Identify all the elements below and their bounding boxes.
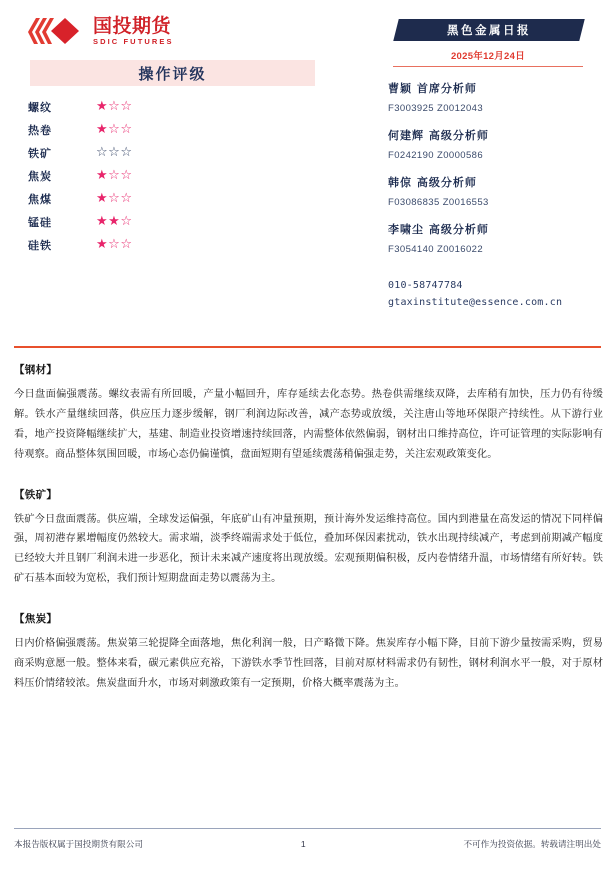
star-empty-icon: ☆ bbox=[108, 191, 121, 206]
rating-commodity-name: 热卷 bbox=[28, 123, 52, 137]
logo-name-en: SDIC FUTURES bbox=[93, 36, 174, 46]
footer-copyright: 本报告版权属于国投期货有限公司 bbox=[14, 840, 143, 850]
star-empty-icon: ☆ bbox=[120, 191, 133, 206]
star-empty-icon: ☆ bbox=[96, 145, 109, 160]
rating-row bbox=[0, 95, 330, 118]
analyst-entry bbox=[388, 80, 588, 114]
star-filled-icon: ★ bbox=[96, 168, 109, 183]
page-footer bbox=[14, 838, 601, 850]
analyst-entry bbox=[388, 127, 588, 161]
section-heading: 【铁矿】 bbox=[14, 488, 58, 501]
star-empty-icon: ☆ bbox=[108, 168, 121, 183]
footer-page-number: 1 bbox=[300, 839, 306, 849]
report-body bbox=[14, 362, 603, 716]
company-logo bbox=[24, 16, 174, 46]
report-section bbox=[14, 487, 603, 590]
rating-panel-title: 操作评级 bbox=[138, 64, 207, 83]
rating-row bbox=[0, 141, 330, 164]
footer-divider bbox=[14, 828, 601, 829]
star-filled-icon: ★ bbox=[96, 122, 109, 137]
star-empty-icon: ☆ bbox=[120, 145, 133, 160]
star-filled-icon: ★ bbox=[96, 237, 109, 252]
star-filled-icon: ★ bbox=[96, 191, 109, 206]
rating-panel-title-bar bbox=[30, 60, 315, 86]
star-empty-icon: ☆ bbox=[108, 237, 121, 252]
rating-commodity-name: 铁矿 bbox=[28, 146, 52, 160]
rating-list bbox=[0, 95, 330, 256]
section-body-text: 日内价格偏强震荡。焦炭第三轮提降全面落地，焦化利润一般，日产略微下降。焦炭库存小幅下降，目前下游少量按需采购，贸易商采购意愿一般。整体来看，碳元素供应充裕，下游铁水季节性回落，目前对原材料需求仍有韧性，钢材利润水平一般，对于原材料压价情绪较浓。焦炭盘面升水，市场对刺激政策有一定预期，价格大概率震荡为主。 bbox=[14, 638, 603, 689]
report-title: 黑色金属日报 bbox=[447, 23, 531, 37]
star-empty-icon: ☆ bbox=[108, 99, 121, 114]
logo-name-cn: 国投期货 bbox=[93, 14, 172, 37]
analyst-name-role: 韩倞 高级分析师 bbox=[388, 176, 477, 189]
report-date: 2025年12月24日 bbox=[450, 51, 526, 62]
analyst-license-codes: F3054140 Z0016022 bbox=[388, 244, 484, 255]
star-empty-icon: ☆ bbox=[120, 214, 133, 229]
report-title-banner bbox=[393, 19, 584, 41]
rating-stars bbox=[96, 123, 132, 136]
analyst-license-codes: F03086835 Z0016553 bbox=[388, 197, 489, 208]
date-divider bbox=[393, 66, 583, 67]
rating-commodity-name: 锰硅 bbox=[28, 215, 52, 229]
report-section bbox=[14, 611, 603, 694]
rating-stars bbox=[96, 169, 132, 182]
rating-commodity-name: 螺纹 bbox=[28, 100, 52, 114]
rating-stars bbox=[96, 215, 132, 228]
header-divider bbox=[14, 346, 601, 348]
analyst-name-role: 李啸尘 高级分析师 bbox=[388, 223, 489, 236]
sdic-diamond-logo-icon bbox=[24, 16, 86, 46]
rating-row bbox=[0, 118, 330, 141]
logo-wordmark bbox=[93, 14, 174, 46]
star-filled-icon: ★ bbox=[108, 214, 121, 229]
rating-stars bbox=[96, 146, 132, 159]
analyst-license-codes: F3003925 Z0012043 bbox=[388, 103, 484, 114]
rating-stars bbox=[96, 192, 132, 205]
contact-block bbox=[388, 280, 588, 308]
analyst-entry bbox=[388, 174, 588, 208]
rating-stars bbox=[96, 100, 132, 113]
analyst-license-codes: F0242190 Z0000586 bbox=[388, 150, 484, 161]
contact-phone: 010-58747784 bbox=[388, 280, 463, 291]
star-filled-icon: ★ bbox=[96, 99, 109, 114]
report-section bbox=[14, 362, 603, 465]
rating-stars bbox=[96, 238, 132, 251]
rating-row bbox=[0, 164, 330, 187]
rating-commodity-name: 焦炭 bbox=[28, 169, 52, 183]
star-empty-icon: ☆ bbox=[120, 237, 133, 252]
star-filled-icon: ★ bbox=[96, 214, 109, 229]
star-empty-icon: ☆ bbox=[108, 145, 121, 160]
section-body-text: 今日盘面偏强震荡。螺纹表需有所回暖，产量小幅回升，库存延续去化态势。热卷供需继续双降，去库稍有加快，压力仍有待缓解。铁水产量继续回落，供应压力逐步缓解，钢厂利润边际改善，减产态势或放缓，关注唐山等地环保限产持续性。从下游行业看，地产投资降幅继续扩大，基建、制造业投资增速持续回落，内需整体依然偏弱，钢材出口维持高位，许可证管理的实际影响有待观察。商品整体氛围回暖，市场心态仍偏谨慎，盘面短期有望延续震荡稍偏强走势，关注宏观政策变化。 bbox=[14, 389, 603, 460]
star-empty-icon: ☆ bbox=[108, 122, 121, 137]
analyst-name-role: 何建辉 高级分析师 bbox=[388, 129, 489, 142]
section-body-text: 铁矿今日盘面震荡。供应端，全球发运偏强，年底矿山有冲量预期，预计海外发运维持高位。国内到港量在高发运的情况下同样偏强，周初港存累增幅度仍然较大。需求端，淡季终端需求处于低位，叠加环保因素扰动，铁水出现持续减产，考虑到前期减产幅度已经较大并且钢厂利润未进一步恶化，预计未来减产速度将出现放缓。宏观预期偏积极，反内卷情绪升温，市场情绪有所好转。铁矿石基本面较为宽松，我们预计短期盘面走势以震荡为主。 bbox=[14, 513, 603, 585]
contact-email: gtaxinstitute@essence.com.cn bbox=[388, 297, 563, 308]
star-empty-icon: ☆ bbox=[120, 99, 133, 114]
rating-row bbox=[0, 233, 330, 256]
rating-row bbox=[0, 187, 330, 210]
section-heading: 【钢材】 bbox=[14, 364, 58, 376]
analyst-list bbox=[388, 80, 588, 255]
star-empty-icon: ☆ bbox=[120, 168, 133, 183]
rating-row bbox=[0, 210, 330, 233]
report-meta-column bbox=[388, 0, 588, 314]
report-header bbox=[0, 0, 615, 352]
rating-commodity-name: 硅铁 bbox=[28, 238, 52, 252]
rating-commodity-name: 焦煤 bbox=[28, 192, 52, 206]
star-empty-icon: ☆ bbox=[120, 122, 133, 137]
analyst-entry bbox=[388, 221, 588, 255]
analyst-name-role: 曹颖 首席分析师 bbox=[388, 82, 477, 95]
footer-disclaimer: 不可作为投资依据。转载请注明出处 bbox=[463, 840, 601, 850]
section-heading: 【焦炭】 bbox=[14, 613, 58, 626]
